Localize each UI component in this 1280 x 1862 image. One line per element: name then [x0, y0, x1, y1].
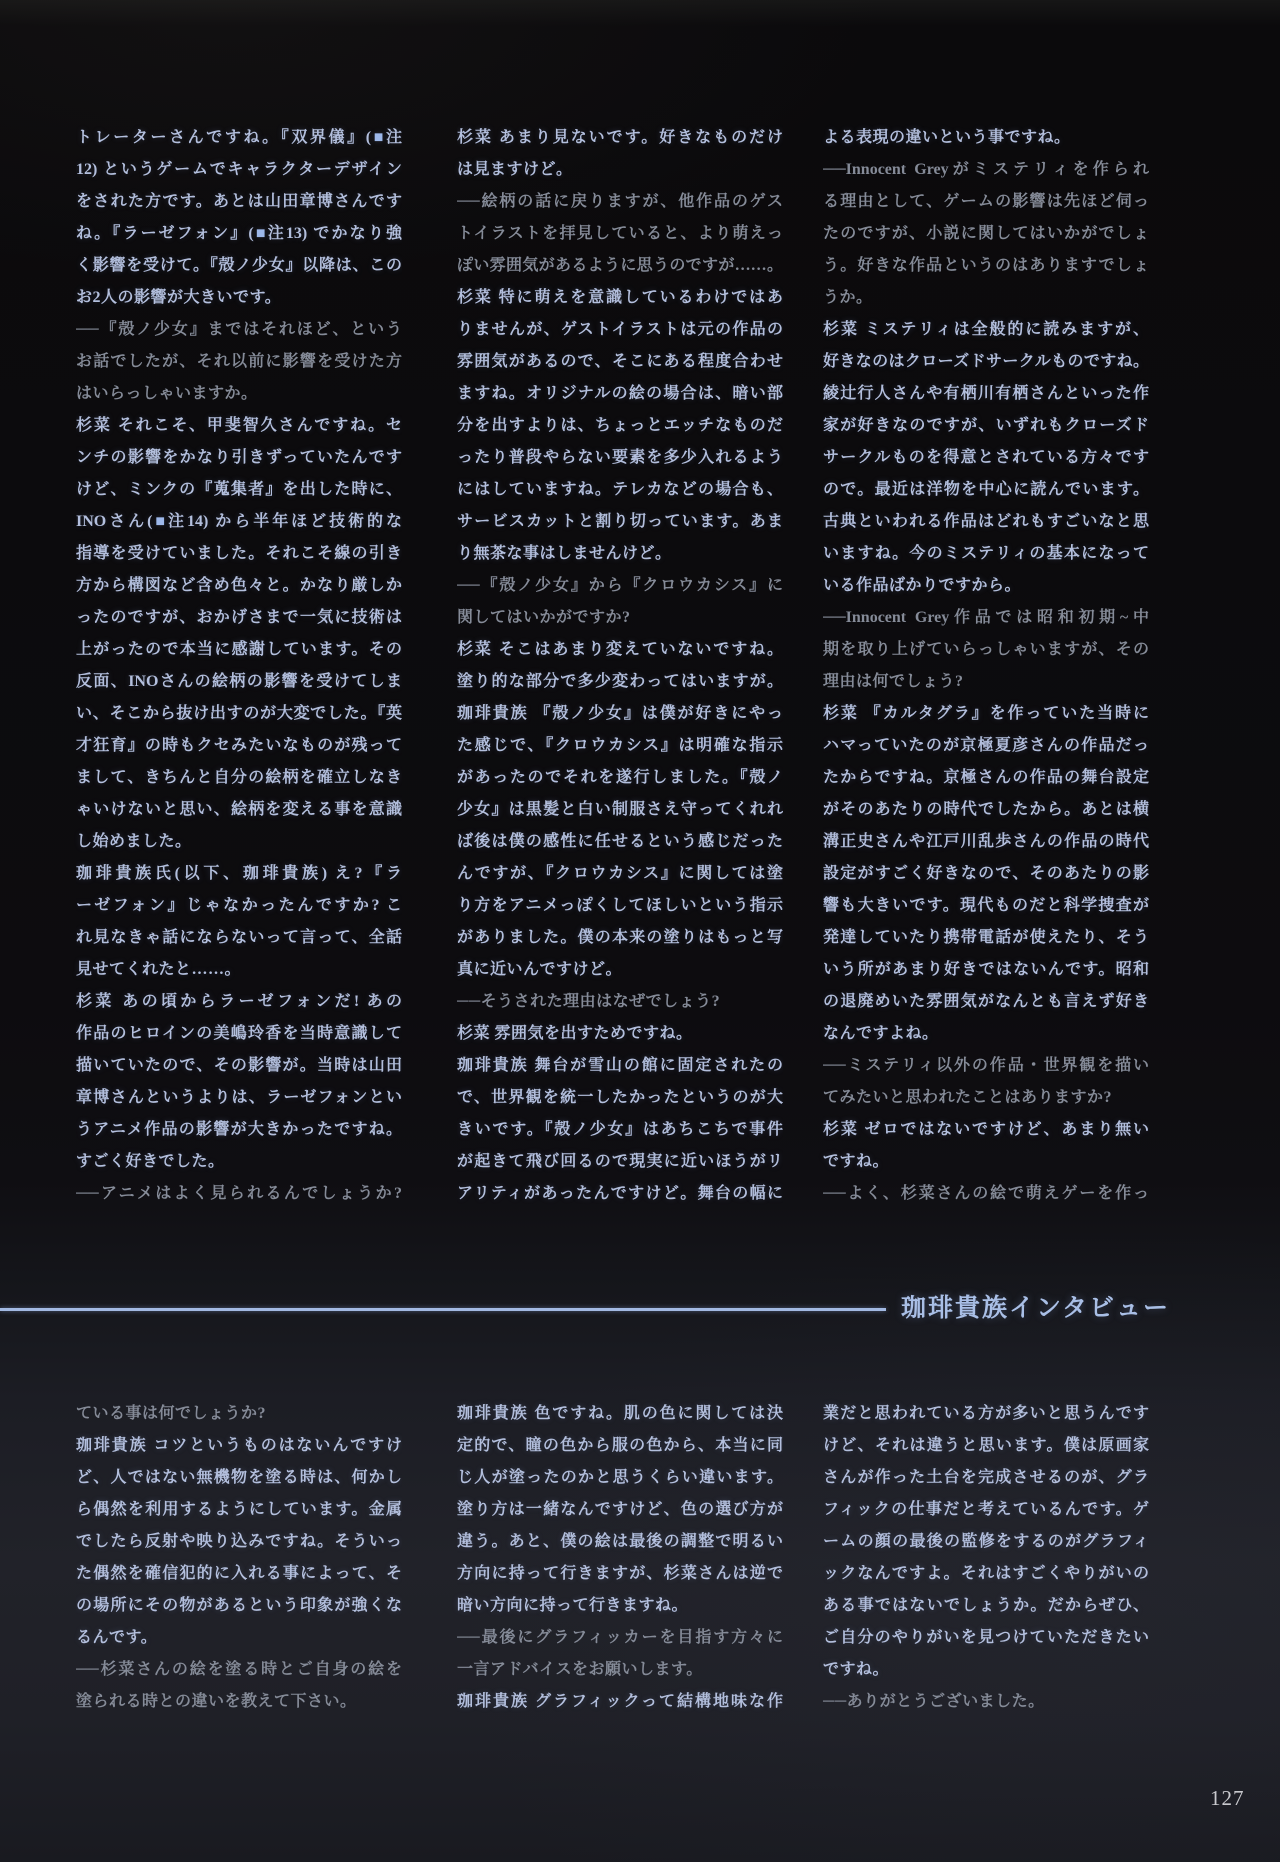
interviewer-line: 塗られる時との違いを教えて下さい。 — [76, 1693, 357, 1710]
text-line: り方をアニメっぽくしてほしいという指示 — [457, 897, 783, 914]
text-line: があったのでそれを遂行しました。『殻ノ — [457, 769, 783, 786]
text-line: INOさん(■注14) から半年ほど技術的な — [76, 513, 402, 530]
text-line: いますね。今のミステリィの基本になって — [823, 545, 1149, 562]
text-line: いる作品ばかりですから。 — [823, 577, 1022, 594]
top-column-2 — [457, 122, 783, 1210]
text-line: 業だと思われている方が多いと思うんです — [823, 1405, 1149, 1422]
text-line: でしたら反射や映り込みですね。そういっ — [76, 1533, 402, 1550]
text-line: トレーターさんですね。『双界儀』(■注 — [76, 129, 402, 146]
interviewer-line: ──ありがとうございました。 — [823, 1693, 1045, 1710]
text-line: ったのですが、おかげさまで一気に技術は — [76, 609, 402, 626]
text-line: いう所があまり好きではないんです。昭和 — [823, 961, 1149, 978]
text-line: 章博さんというよりは、ラーゼフォンとい — [76, 1089, 402, 1106]
bottom-column-3 — [823, 1398, 1149, 1718]
text-line: 珈琲貴族 色ですね。肌の色に関しては決 — [457, 1405, 783, 1422]
text-line: るんです。 — [76, 1629, 158, 1646]
text-line: 塗り的な部分で多少変わってはいますが。 — [457, 673, 783, 690]
text-line: 古典といわれる作品はどれもすごいなと思 — [823, 513, 1149, 530]
text-line: まして、きちんと自分の絵柄を確立しなき — [76, 769, 402, 786]
interviewer-line: 一言アドバイスをお願いします。 — [457, 1661, 703, 1678]
top-column-1 — [76, 122, 402, 1210]
interviewer-line: ──アニメはよく見られるんでしょうか? — [76, 1185, 402, 1202]
text-line: うアニメ作品の影響が大きかったですね。 — [76, 1121, 402, 1138]
text-line: 発達していたり携帯電話が使えたり、そう — [823, 929, 1149, 946]
text-line: ある事ではないでしょうか。だからぜひ、 — [823, 1597, 1149, 1614]
text-line: ですね。 — [823, 1661, 890, 1678]
text-line: をされた方です。あとは山田章博さんです — [76, 193, 402, 210]
text-line: 綾辻行人さんや有栖川有栖さんといった作 — [823, 385, 1149, 402]
interviewer-line: ──Innocent Grey作品では昭和初期~中 — [823, 609, 1149, 626]
text-line: い、そこから抜け出すのが大変でした。『英 — [76, 705, 402, 722]
text-line: ーゼフォン』じゃなかったんですか? こ — [76, 897, 402, 914]
text-line: アリティがあったんですけど。舞台の幅に — [457, 1185, 783, 1202]
text-line: たからですね。京極さんの作品の舞台設定 — [823, 769, 1149, 786]
text-line: 杉菜 ミステリィは全般的に読みますが、 — [823, 321, 1149, 338]
text-line: けど、ミンクの『蒐集者』を出した時に、 — [76, 481, 402, 498]
text-line: の場所にその物があるという印象が強くな — [76, 1597, 402, 1614]
text-line: 見せてくれたと……。 — [76, 961, 242, 978]
interviewer-line: お話でしたが、それ以前に影響を受けた方 — [76, 353, 402, 370]
interviewer-line: ──『殻ノ少女』まではそれほど、という — [76, 321, 402, 338]
text-line: サービスカットと割り切っています。あま — [457, 513, 783, 530]
top-column-3 — [823, 122, 1149, 1210]
text-line: 珈琲貴族氏(以下、珈琲貴族) え?『ラ — [76, 865, 402, 882]
text-line: にはしていますね。テレカなどの場合も、 — [457, 481, 783, 498]
text-line: 珈琲貴族 グラフィックって結構地味な作 — [457, 1693, 783, 1710]
text-line: 家が好きなのですが、いずれもクローズド — [823, 417, 1149, 434]
divider-rule — [0, 1308, 886, 1311]
text-line: 暗い方向に持って行きますね。 — [457, 1597, 689, 1614]
text-line: ハマっていたのが京極夏彦さんの作品だっ — [823, 737, 1149, 754]
text-line: 真に近いんですけど。 — [457, 961, 623, 978]
text-line: く影響を受けて。『殻ノ少女』以降は、この — [76, 257, 402, 274]
text-line: ば後は僕の感性に任せるという感じだった — [457, 833, 783, 850]
text-line: し始めました。 — [76, 833, 192, 850]
section-heading: 珈琲貴族インタビュー — [901, 1295, 1171, 1322]
text-line: 珈琲貴族 舞台が雪山の館に固定されたの — [457, 1057, 783, 1074]
text-line: ね。『ラーゼフォン』(■注13) でかなり強 — [76, 225, 402, 242]
text-line: 溝正史さんや江戸川乱歩さんの作品の時代 — [823, 833, 1149, 850]
text-line: 杉菜 そこはあまり変えていないですね。 — [457, 641, 783, 658]
bottom-column-2 — [457, 1398, 783, 1718]
interviewer-line: てみたいと思われたことはありますか? — [823, 1089, 1113, 1106]
text-line: 杉菜 あの頃からラーゼフォンだ! あの — [76, 993, 402, 1010]
text-line: 杉菜 それこそ、甲斐智久さんですね。セ — [76, 417, 402, 434]
text-line: なんですよね。 — [823, 1025, 939, 1042]
interviewer-line: ──杉菜さんの絵を塗る時とご自身の絵を — [76, 1661, 402, 1678]
text-line: 方から構図など含め色々と。かなり厳しか — [76, 577, 402, 594]
text-line: ご自分のやりがいを見つけていただきたい — [823, 1629, 1149, 1646]
text-line: ますね。オリジナルの絵の場合は、暗い部 — [457, 385, 783, 402]
text-line: んですが、『クロウカシス』に関しては塗 — [457, 865, 783, 882]
text-line: 12) というゲームでキャラクターデザイン — [76, 161, 402, 178]
text-line: フィックの仕事だと考えているんです。ゲ — [823, 1501, 1149, 1518]
text-line: 上がったので本当に感謝しています。その — [76, 641, 402, 658]
note-marker-icon: ■ — [371, 129, 386, 146]
text-line: た偶然を確信犯的に入れる事によって、そ — [76, 1565, 402, 1582]
text-line: りませんが、ゲストイラストは元の作品の — [457, 321, 783, 338]
interviewer-line: ──最後にグラフィッカーを目指す方々に — [457, 1629, 783, 1646]
text-line: で、世界観を統一したかったというのが大 — [457, 1089, 783, 1106]
text-line: 違う。あと、僕の絵は最後の調整で明るい — [457, 1533, 783, 1550]
text-line: 指導を受けていました。それこそ線の引き — [76, 545, 402, 562]
text-line: が起きて飛び回るので現実に近いほうがリ — [457, 1153, 783, 1170]
interviewer-line: ──そうされた理由はなぜでしょう? — [457, 993, 721, 1010]
note-marker-icon: ■ — [152, 513, 169, 530]
interviewer-line: う。好きな作品というのはありますでしょ — [823, 257, 1149, 274]
text-line: ど、人ではない無機物を塗る時は、何かし — [76, 1469, 402, 1486]
text-line: 杉菜 雰囲気を出すためですね。 — [457, 1025, 693, 1042]
text-line: ンチの影響をかなり引きずっていたんです — [76, 449, 402, 466]
text-line: ら偶然を利用するようにしています。金属 — [76, 1501, 402, 1518]
text-line: きいです。『殻ノ少女』はあちこちで事件 — [457, 1121, 783, 1138]
text-line: 描いていたので、その影響が。当時は山田 — [76, 1057, 402, 1074]
text-line: た感じで、『クロウカシス』は明確な指示 — [457, 737, 783, 754]
interviewer-line: る理由として、ゲームの影響は先ほど伺っ — [823, 193, 1149, 210]
text-line: 設定がすごく好きなので、そのあたりの影 — [823, 865, 1149, 882]
interviewer-line: ている事は何でしょうか? — [76, 1405, 267, 1422]
text-line: 作品のヒロインの美嶋玲香を当時意識して — [76, 1025, 402, 1042]
text-line: 杉菜 あまり見ないです。好きなものだけ — [457, 129, 783, 146]
text-line: ったり普段やらない要素を多少入れるよう — [457, 449, 783, 466]
text-line: がありました。僕の本来の塗りはもっと写 — [457, 929, 783, 946]
interviewer-line: たのですが、小説に関してはいかがでしょ — [823, 225, 1149, 242]
text-line: 好きなのはクローズドサークルものですね。 — [823, 353, 1149, 370]
text-line: 少女』は黒髪と白い制服さえ守ってくれれ — [457, 801, 783, 818]
text-line: 分を出すよりは、ちょっとエッチなものだ — [457, 417, 783, 434]
text-line: れ見なきゃ話にならないって言って、全話 — [76, 929, 402, 946]
interviewer-line: トイラストを拝見していると、より萌えっ — [457, 225, 783, 242]
text-line: ックなんですよ。それはすごくやりがいの — [823, 1565, 1149, 1582]
interviewer-line: はいらっしゃいますか。 — [76, 385, 258, 402]
note-marker-icon: ■ — [253, 225, 268, 242]
interviewer-line: ──ミステリィ以外の作品・世界観を描い — [823, 1057, 1149, 1074]
text-line: 反面、INOさんの絵柄の影響を受けてしま — [76, 673, 402, 690]
text-line: けど、それは違うと思います。僕は原画家 — [823, 1437, 1149, 1454]
text-line: り無茶な事はしませんけど。 — [457, 545, 672, 562]
interviewer-line: ──よく、杉菜さんの絵で萌えゲーを作っ — [823, 1185, 1149, 1202]
interviewer-line: ぽい雰囲気があるように思うのですが……。 — [457, 257, 783, 274]
text-line: ゃいけないと思い、絵柄を変える事を意識 — [76, 801, 402, 818]
text-line: 塗り方は一緒なんですけど、色の選び方が — [457, 1501, 783, 1518]
interviewer-line: ──Innocent Greyがミステリィを作られ — [823, 161, 1149, 178]
text-line: 定的で、瞳の色から服の色から、本当に同 — [457, 1437, 783, 1454]
text-line: 杉菜 『カルタグラ』を作っていた当時に — [823, 705, 1149, 722]
text-line: ので。最近は洋物を中心に読んでいます。 — [823, 481, 1149, 498]
text-line: の退廃めいた雰囲気がなんとも言えず好き — [823, 993, 1149, 1010]
text-line: すごく好きでした。 — [76, 1153, 225, 1170]
text-line: 珈琲貴族 コツというものはないんですけ — [76, 1437, 402, 1454]
text-line: さんが作った土台を完成させるのが、グラ — [823, 1469, 1149, 1486]
text-line: お2人の影響が大きいです。 — [76, 289, 282, 306]
text-line: 珈琲貴族 『殻ノ少女』は僕が好きにやっ — [457, 705, 783, 722]
interviewer-line: 関してはいかがですか? — [457, 609, 631, 626]
text-line: 杉菜 特に萌えを意識しているわけではあ — [457, 289, 783, 306]
page-number: 127 — [1210, 1786, 1245, 1810]
text-line: じ人が塗ったのかと思うくらい違います。 — [457, 1469, 783, 1486]
text-line: よる表現の違いという事ですね。 — [823, 129, 1071, 146]
interviewer-line: 理由は何でしょう? — [823, 673, 964, 690]
text-line: サークルものを得意とされている方々です — [823, 449, 1149, 466]
text-line: 杉菜 ゼロではないですけど、あまり無い — [823, 1121, 1149, 1138]
text-line: がそのあたりの時代でしたから。あとは横 — [823, 801, 1149, 818]
interviewer-line: ──絵柄の話に戻りますが、他作品のゲス — [457, 193, 783, 210]
interviewer-line: うか。 — [823, 289, 873, 306]
text-line: 雰囲気があるので、そこにある程度合わせ — [457, 353, 783, 370]
text-line: 方向に持って行きますが、杉菜さんは逆で — [457, 1565, 783, 1582]
text-line: ですね。 — [823, 1153, 890, 1170]
text-line: ームの顔の最後の監修をするのがグラフィ — [823, 1533, 1149, 1550]
text-line: は見ますけど。 — [457, 161, 573, 178]
interviewer-line: ──『殻ノ少女』から『クロウカシス』に — [457, 577, 783, 594]
text-line: 響も大きいです。現代ものだと科学捜査が — [823, 897, 1149, 914]
interviewer-line: 期を取り上げていらっしゃいますが、その — [823, 641, 1149, 658]
bottom-column-1 — [76, 1398, 402, 1718]
text-line: 才狂育』の時もクセみたいなものが残って — [76, 737, 402, 754]
